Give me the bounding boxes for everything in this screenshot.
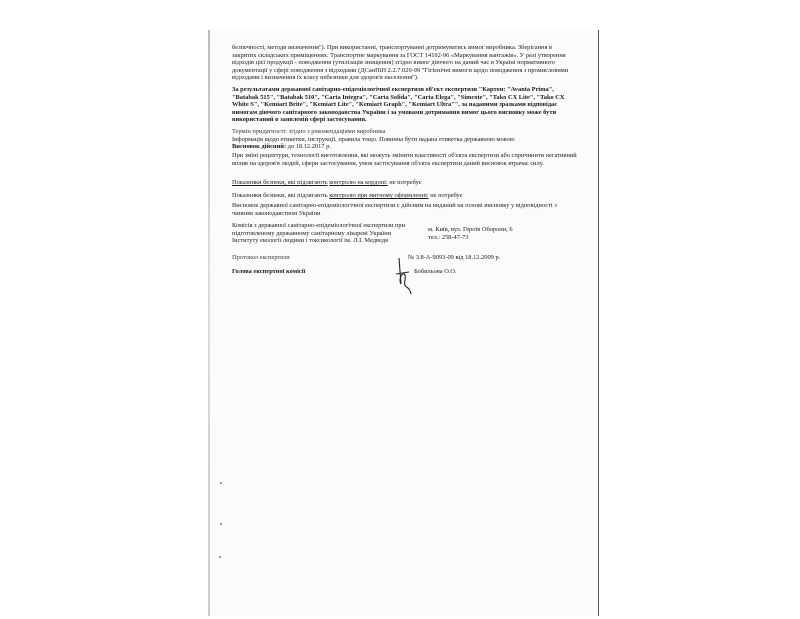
protocol-label: Протокол експертизи [232, 254, 290, 261]
scan-speck [219, 556, 221, 558]
indicators-customs-line [232, 192, 462, 200]
commission-name: Комісія з державної санітарно-епідеміологічної експертизи при підготовленому державному санітарному лікарєві України Інституту екології людини і токсикології ім. Л.І. Медведя [232, 222, 406, 245]
shelf-life-line: Термін придатності: згідно з рекомендаціями виробника [232, 128, 386, 135]
validity-line [232, 143, 331, 151]
commission-address: м. Київ, вул. Героїв Оборони, 6 [428, 226, 513, 233]
document-page [208, 30, 599, 616]
indicators-border-line [232, 179, 422, 187]
indicators-customs-prefix: Показники безпеки, які підлягають [232, 192, 328, 199]
validity-value: до 18.12.2017 р. [287, 143, 331, 151]
commission-phone: тел.: 258-47-73 [428, 233, 469, 241]
label-info-line: Інформація щодо етикетки, інструкції, правила тощо. Повинна бути надана етикетка державною мовою [232, 135, 515, 143]
protocol-value: № 3.8-А-9093-09 від 18.12.2009 р. [408, 254, 501, 261]
indicators-border-prefix: Показники безпеки, які підлягають [232, 179, 328, 186]
safety-storage-paragraph: безпечності, методи визначення"). При використанні, транспортуванні дотримуватись вимог виробника. Зберігання в закритих складських приміщеннях. Транспортне маркування за ГОСТ 14192-96 «Маркування вантажів». У разі утворення відходів цієї продукції - поводження (утилізація знищення) згідно вимог діючого на даний час в Україні нормативного документації у сфері поводження з відходами (ДСанПіН 2.2.7.029-99 "Гігієнічні вимоги щодо поводження з промисловими відходами і визначення їх класу небезпеки для здоров'я населення"). [232, 44, 569, 82]
indicators-border-value: не потребує [389, 179, 422, 186]
signature-icon [393, 254, 415, 298]
recipe-change-paragraph: При зміні рецептури, технології виготовлення, які можуть змінити властивості об'єкта експертизи або спричинити негативний вплив на здоров'я людей, сфери застосування, умов застосування об'єкта експертизи даний висновок втрачає силу. [232, 152, 577, 167]
scan-speck [220, 523, 222, 525]
indicators-customs-value: не потребує [430, 192, 463, 199]
expertise-results-paragraph: За результатами державної санітарно-епідеміологічної експертизи об'єкт експертизи "Картон: "Avanta Prima", "Batabak 515", "Batabak 510", "Carta Integra", "Carta Solida", "Carta Elega", "Simcote", "Tako CX Lite", "Tako CX White S", "Kemiart Brite", "Kemiart Lite", "Kemiart Graph", "Kemiart Ultra"", за наданими зразками відповідає вимогам діючого санітарного законодавства України і за умовами дотримання вимог цього висновку може бути використаний в заявленій сфері застосування. [232, 86, 565, 124]
scan-speck [220, 482, 222, 484]
validity-label: Висновок дійсний: [232, 143, 287, 151]
conclusion-paragraph: Висновок державної санітарно-епідеміологічної експертизи є дійсним на виданий на основі висновку у відповідності з чинним законодавством України [232, 202, 557, 217]
indicators-customs-suffix: контролю при митному оформленні: [329, 192, 429, 199]
head-of-commission-label: Голова експертної комісії [232, 268, 306, 275]
head-of-commission-name: Бобильова О.О. [414, 268, 457, 275]
indicators-border-suffix: контролю на кордоні: [329, 179, 388, 186]
